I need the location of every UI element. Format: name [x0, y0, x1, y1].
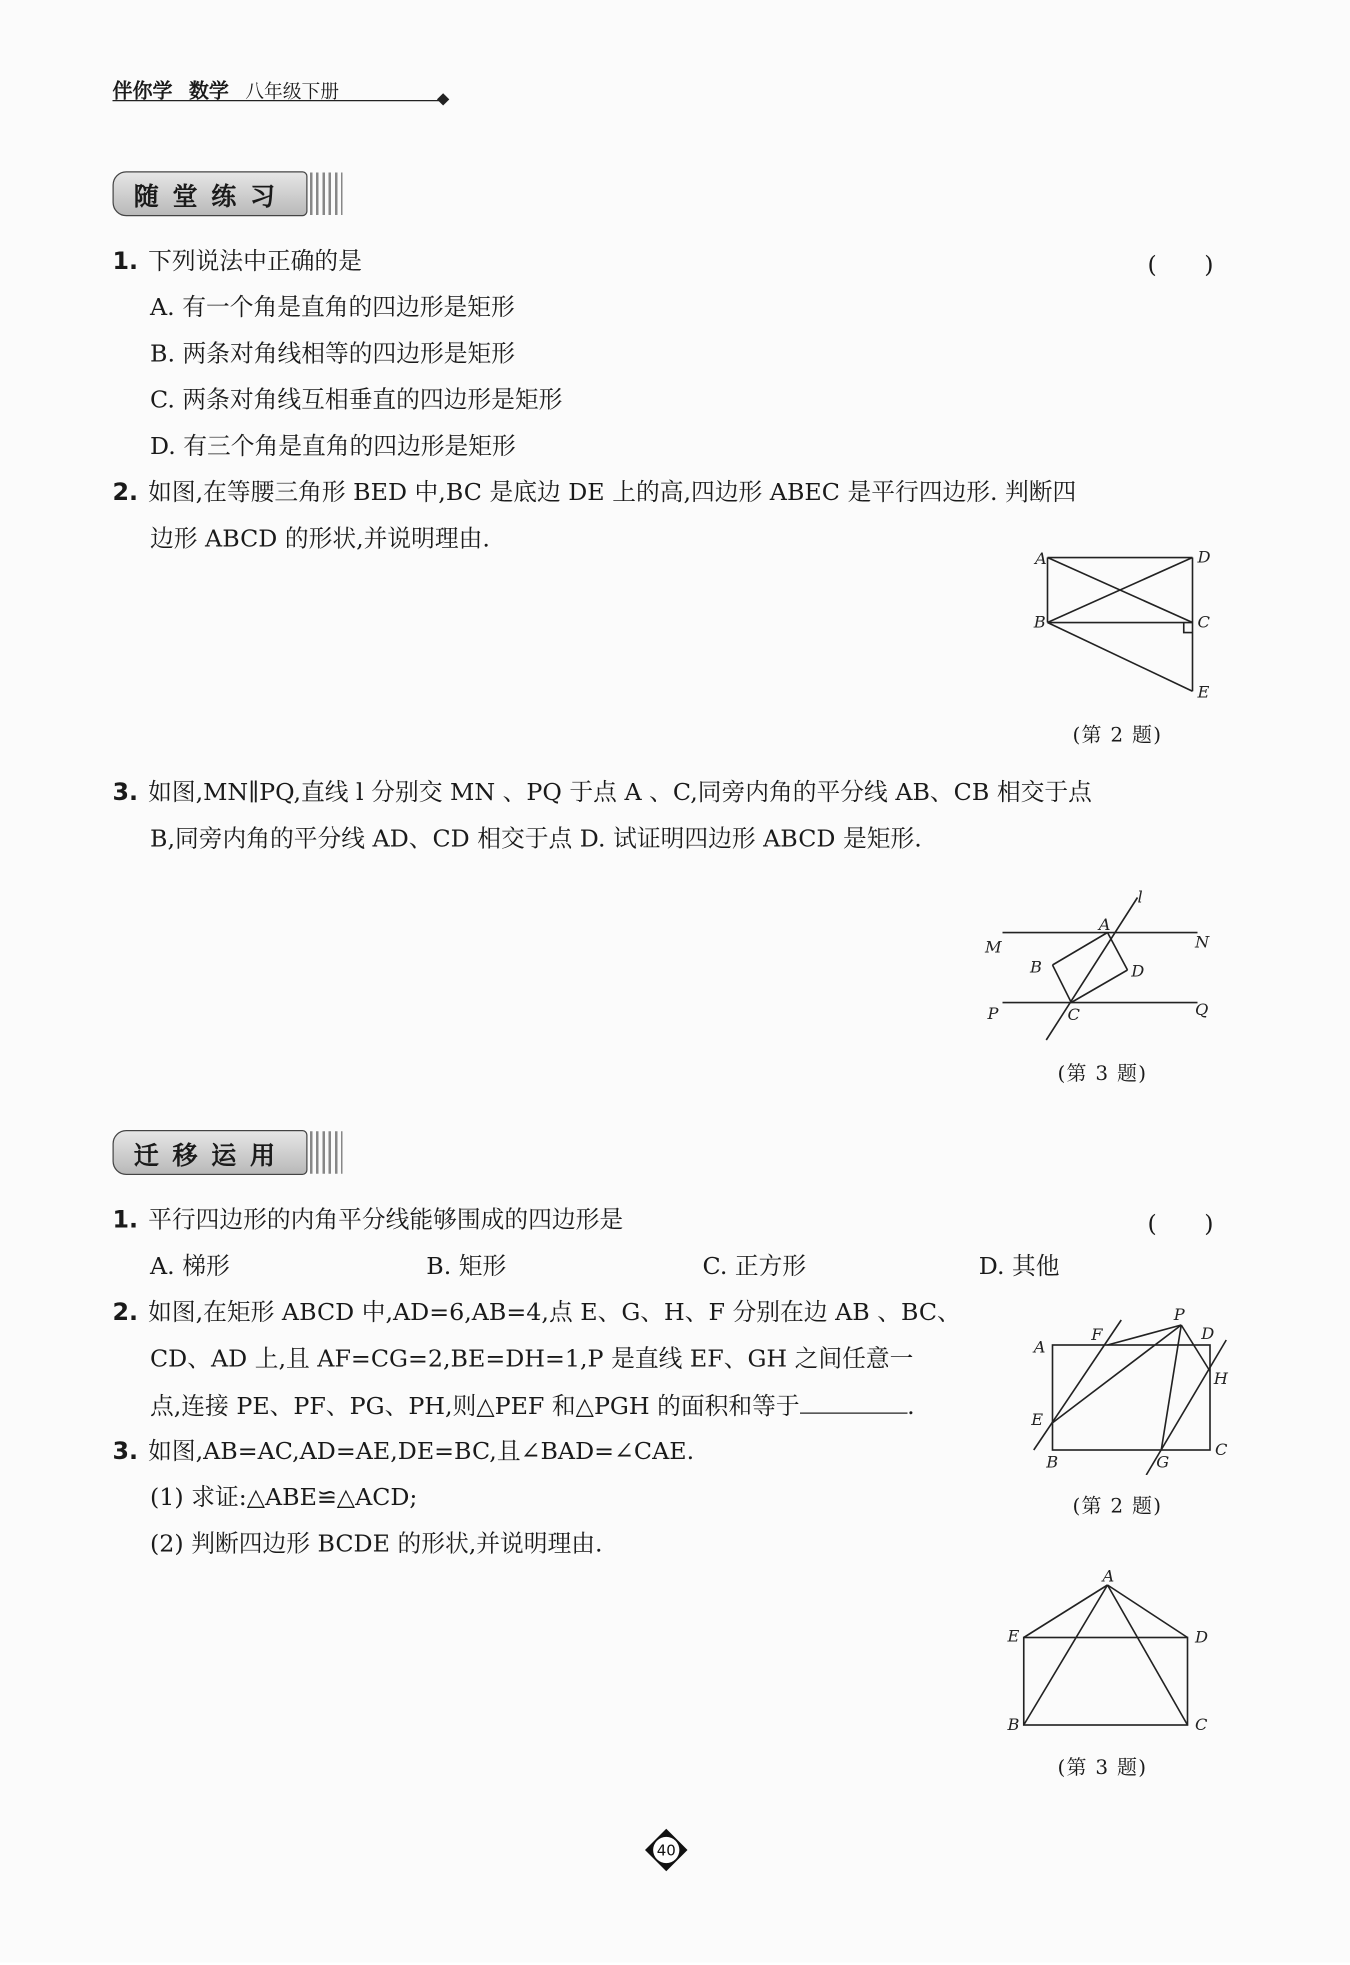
label-b: B — [1033, 612, 1046, 632]
option-c: C. 两条对角线互相垂直的四边形是矩形 — [150, 386, 563, 414]
label-g: G — [1156, 1452, 1170, 1472]
label-d: D — [1131, 961, 1145, 981]
section-heading-practice — [113, 170, 343, 218]
figure-q3-angle-bisectors — [975, 883, 1225, 1046]
label-e: E — [1197, 682, 1210, 702]
section-stripes-decoration — [310, 1131, 343, 1174]
label-a: A — [1035, 548, 1047, 568]
label-c: C — [1195, 1715, 1208, 1734]
section-stripes-decoration — [310, 173, 343, 216]
question-3-line-2: B,同旁内角的平分线 AD、CD 相交于点 D. 试证明四边形 ABCD 是矩形. — [150, 825, 922, 853]
label-d: D — [1197, 547, 1211, 567]
label-d: D — [1201, 1323, 1215, 1343]
figure-caption-q2: (第 2 题) — [1072, 722, 1163, 747]
option-b: B. 两条对角线相等的四边形是矩形 — [150, 340, 516, 368]
label-e: E — [1007, 1626, 1020, 1646]
question-1-stem: 1. 平行四边形的内角平分线能够围成的四边形是 — [112, 1206, 624, 1234]
option-a: A. 有一个角是直角的四边形是矩形 — [150, 293, 515, 322]
question-1-stem: 1. 下列说法中正确的是 — [112, 247, 362, 275]
page-number: 40 — [656, 1841, 676, 1860]
label-b: B — [1030, 957, 1042, 977]
label-a: A — [1102, 1567, 1115, 1586]
answer-parenthesis: ( ) — [1147, 1210, 1214, 1238]
figure-caption-q3: (第 3 题) — [1057, 1755, 1148, 1779]
label-a: A — [1098, 915, 1111, 934]
section-title: 随堂练习 — [113, 171, 308, 216]
label-e: E — [1031, 1410, 1044, 1429]
header-subject: 数学 — [188, 78, 229, 103]
question-2-line-3: 点,连接 PE、PF、PG、PH,则△PEF 和△PGH 的面积和等于 . — [150, 1390, 915, 1421]
label-a: A — [1033, 1337, 1046, 1357]
label-c: C — [1067, 1005, 1080, 1024]
label-h: H — [1213, 1368, 1228, 1388]
option-b: B. 矩形 — [426, 1252, 507, 1280]
label-m: M — [985, 937, 1002, 957]
option-c: C. 正方形 — [702, 1252, 807, 1280]
label-c: C — [1197, 612, 1210, 632]
section-title: 迁移运用 — [113, 1130, 308, 1175]
question-3-part-1: (1) 求证:△ABE≌△ACD; — [150, 1483, 418, 1512]
question-3-stem: 3. 如图,AB=AC,AD=AE,DE=BC,且∠BAD=∠CAE. — [112, 1437, 695, 1465]
section-heading-transfer — [113, 1129, 343, 1177]
option-d: D. 有三个角是直角的四边形是矩形 — [150, 432, 516, 460]
label-q: Q — [1195, 1000, 1209, 1019]
figure-caption-q3: (第 3 题) — [1057, 1061, 1148, 1085]
question-2-line-2: CD、AD 上,且 AF=CG=2,BE=DH=1,P 是直线 EF、GH 之间任意一 — [150, 1345, 914, 1373]
answer-blank — [800, 1390, 908, 1414]
header-diamond-icon — [437, 93, 449, 105]
header-rule — [113, 100, 443, 101]
label-b: B — [1046, 1452, 1059, 1472]
option-a: A. 梯形 — [150, 1252, 230, 1280]
page-number-badge — [644, 1828, 689, 1873]
label-d: D — [1195, 1627, 1209, 1647]
question-2-line-1: 2. 如图,在矩形 ABCD 中,AD=6,AB=4,点 E、G、H、F 分别在边 AB 、BC、 — [112, 1298, 961, 1327]
figure-q2-rectangle — [1019, 1298, 1238, 1476]
figure-q3-triangle-rectangle — [1000, 1568, 1225, 1743]
label-c: C — [1215, 1440, 1228, 1459]
label-l: l — [1137, 887, 1143, 907]
label-f: F — [1091, 1325, 1103, 1344]
header-brand: 伴你学 — [112, 78, 173, 103]
header-grade: 八年级下册 — [245, 80, 340, 103]
question-3-part-2: (2) 判断四边形 BCDE 的形状,并说明理由. — [150, 1530, 603, 1558]
option-d: D. 其他 — [978, 1252, 1060, 1280]
figure-caption-q2: (第 2 题) — [1072, 1493, 1163, 1518]
answer-parenthesis: ( ) — [1147, 251, 1214, 279]
question-2-line-2: 边形 ABCD 的形状,并说明理由. — [150, 525, 490, 553]
label-n: N — [1195, 932, 1210, 952]
figure-q2-parallelogram — [1025, 545, 1225, 708]
question-2-line-1: 2. 如图,在等腰三角形 BED 中,BC 是底边 DE 上的高,四边形 ABEC 是平行四边形. 判断四 — [112, 478, 1077, 507]
label-p: P — [987, 1003, 999, 1023]
label-b: B — [1007, 1715, 1020, 1734]
label-p: P — [1173, 1305, 1185, 1324]
question-3-line-1: 3. 如图,MN∥PQ,直线 l 分别交 MN 、PQ 于点 A 、C,同旁内角的平分线 AB、CB 相交于点 — [112, 778, 1092, 807]
